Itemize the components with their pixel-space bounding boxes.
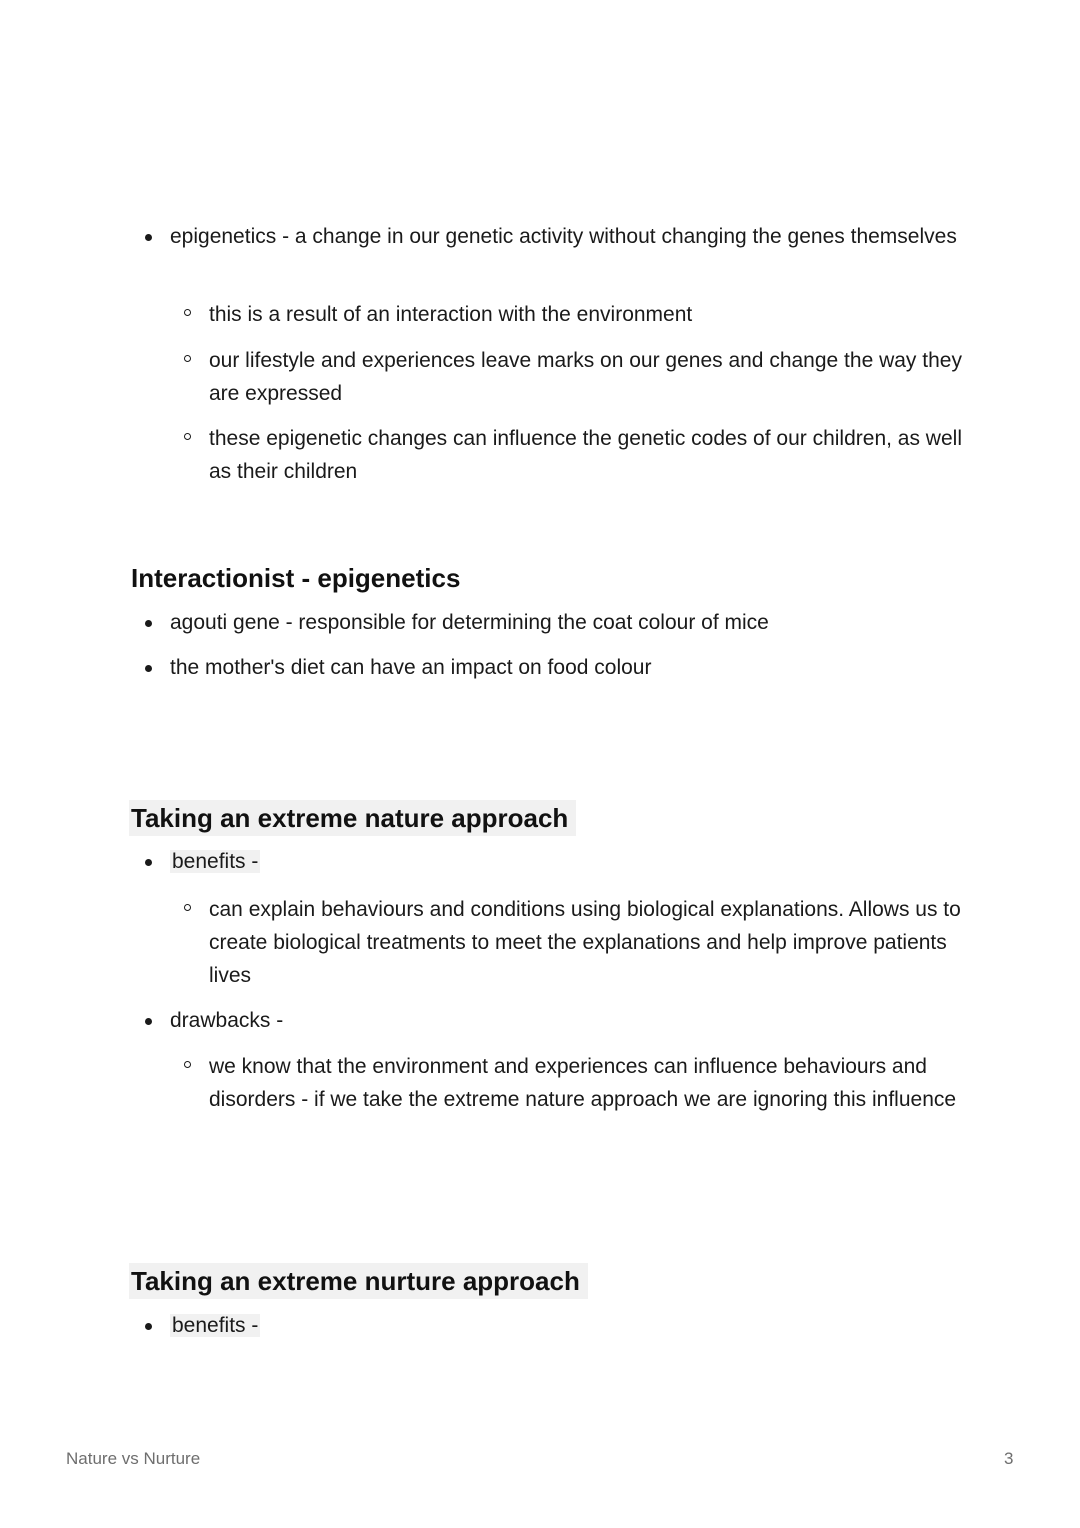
sub-bullet-circle: [184, 1061, 191, 1068]
bullet-dot: [145, 859, 152, 866]
bullet-dot: [145, 234, 152, 241]
sub-item-lifestyle: our lifestyle and experiences leave marks on our genes and change the way they are expressed: [209, 349, 962, 405]
sub-item-environment: this is a result of an interaction with the environment: [209, 303, 693, 326]
footer-title: Nature vs Nurture: [66, 1449, 201, 1468]
heading-nature: [129, 800, 576, 836]
sub-item-children: these epigenetic changes can influence the genetic codes of our children, as well as their children: [209, 427, 962, 483]
sub-bullet-circle: [184, 904, 191, 911]
bullet-mother-diet: the mother's diet can have an impact on food colour: [170, 656, 652, 679]
epigenetics-definition: epigenetics - a change in our genetic activity without changing the genes themselves: [170, 225, 957, 248]
heading-nurture: [129, 1263, 588, 1299]
bullet-dot: [145, 620, 152, 627]
heading-nature-text: Taking an extreme nature approach: [129, 800, 576, 836]
nature-benefits-text: can explain behaviours and conditions using biological explanations. Allows us to create biological treatments to meet the explanations and help improve patients lives: [209, 898, 961, 987]
sub-bullet-circle: [184, 433, 191, 440]
nature-benefits-label: [170, 845, 960, 878]
nurture-benefits-label: [170, 1309, 960, 1342]
bullet-dot: [145, 1018, 152, 1025]
bullet-dot: [145, 1323, 152, 1330]
sub-bullet-circle: [184, 355, 191, 362]
heading-nurture-text: Taking an extreme nurture approach: [129, 1263, 588, 1299]
nature-benefits-label-text: benefits -: [172, 850, 259, 873]
nature-drawbacks-text: we know that the environment and experiences can influence behaviours and disorders - if we take the extreme nature approach we are ignoring this influence: [209, 1055, 957, 1111]
sub-bullet-circle: [184, 309, 191, 316]
nature-drawbacks-label: drawbacks -: [170, 1009, 284, 1032]
bullet-dot: [145, 665, 152, 672]
nurture-benefits-label-text: benefits -: [172, 1314, 259, 1337]
heading-interactionist-text: Interactionist - epigenetics: [131, 563, 461, 593]
page-number: 3: [1004, 1449, 1014, 1468]
heading-interactionist: [131, 560, 460, 596]
bullet-agouti: agouti gene - responsible for determining the coat colour of mice: [170, 611, 769, 634]
